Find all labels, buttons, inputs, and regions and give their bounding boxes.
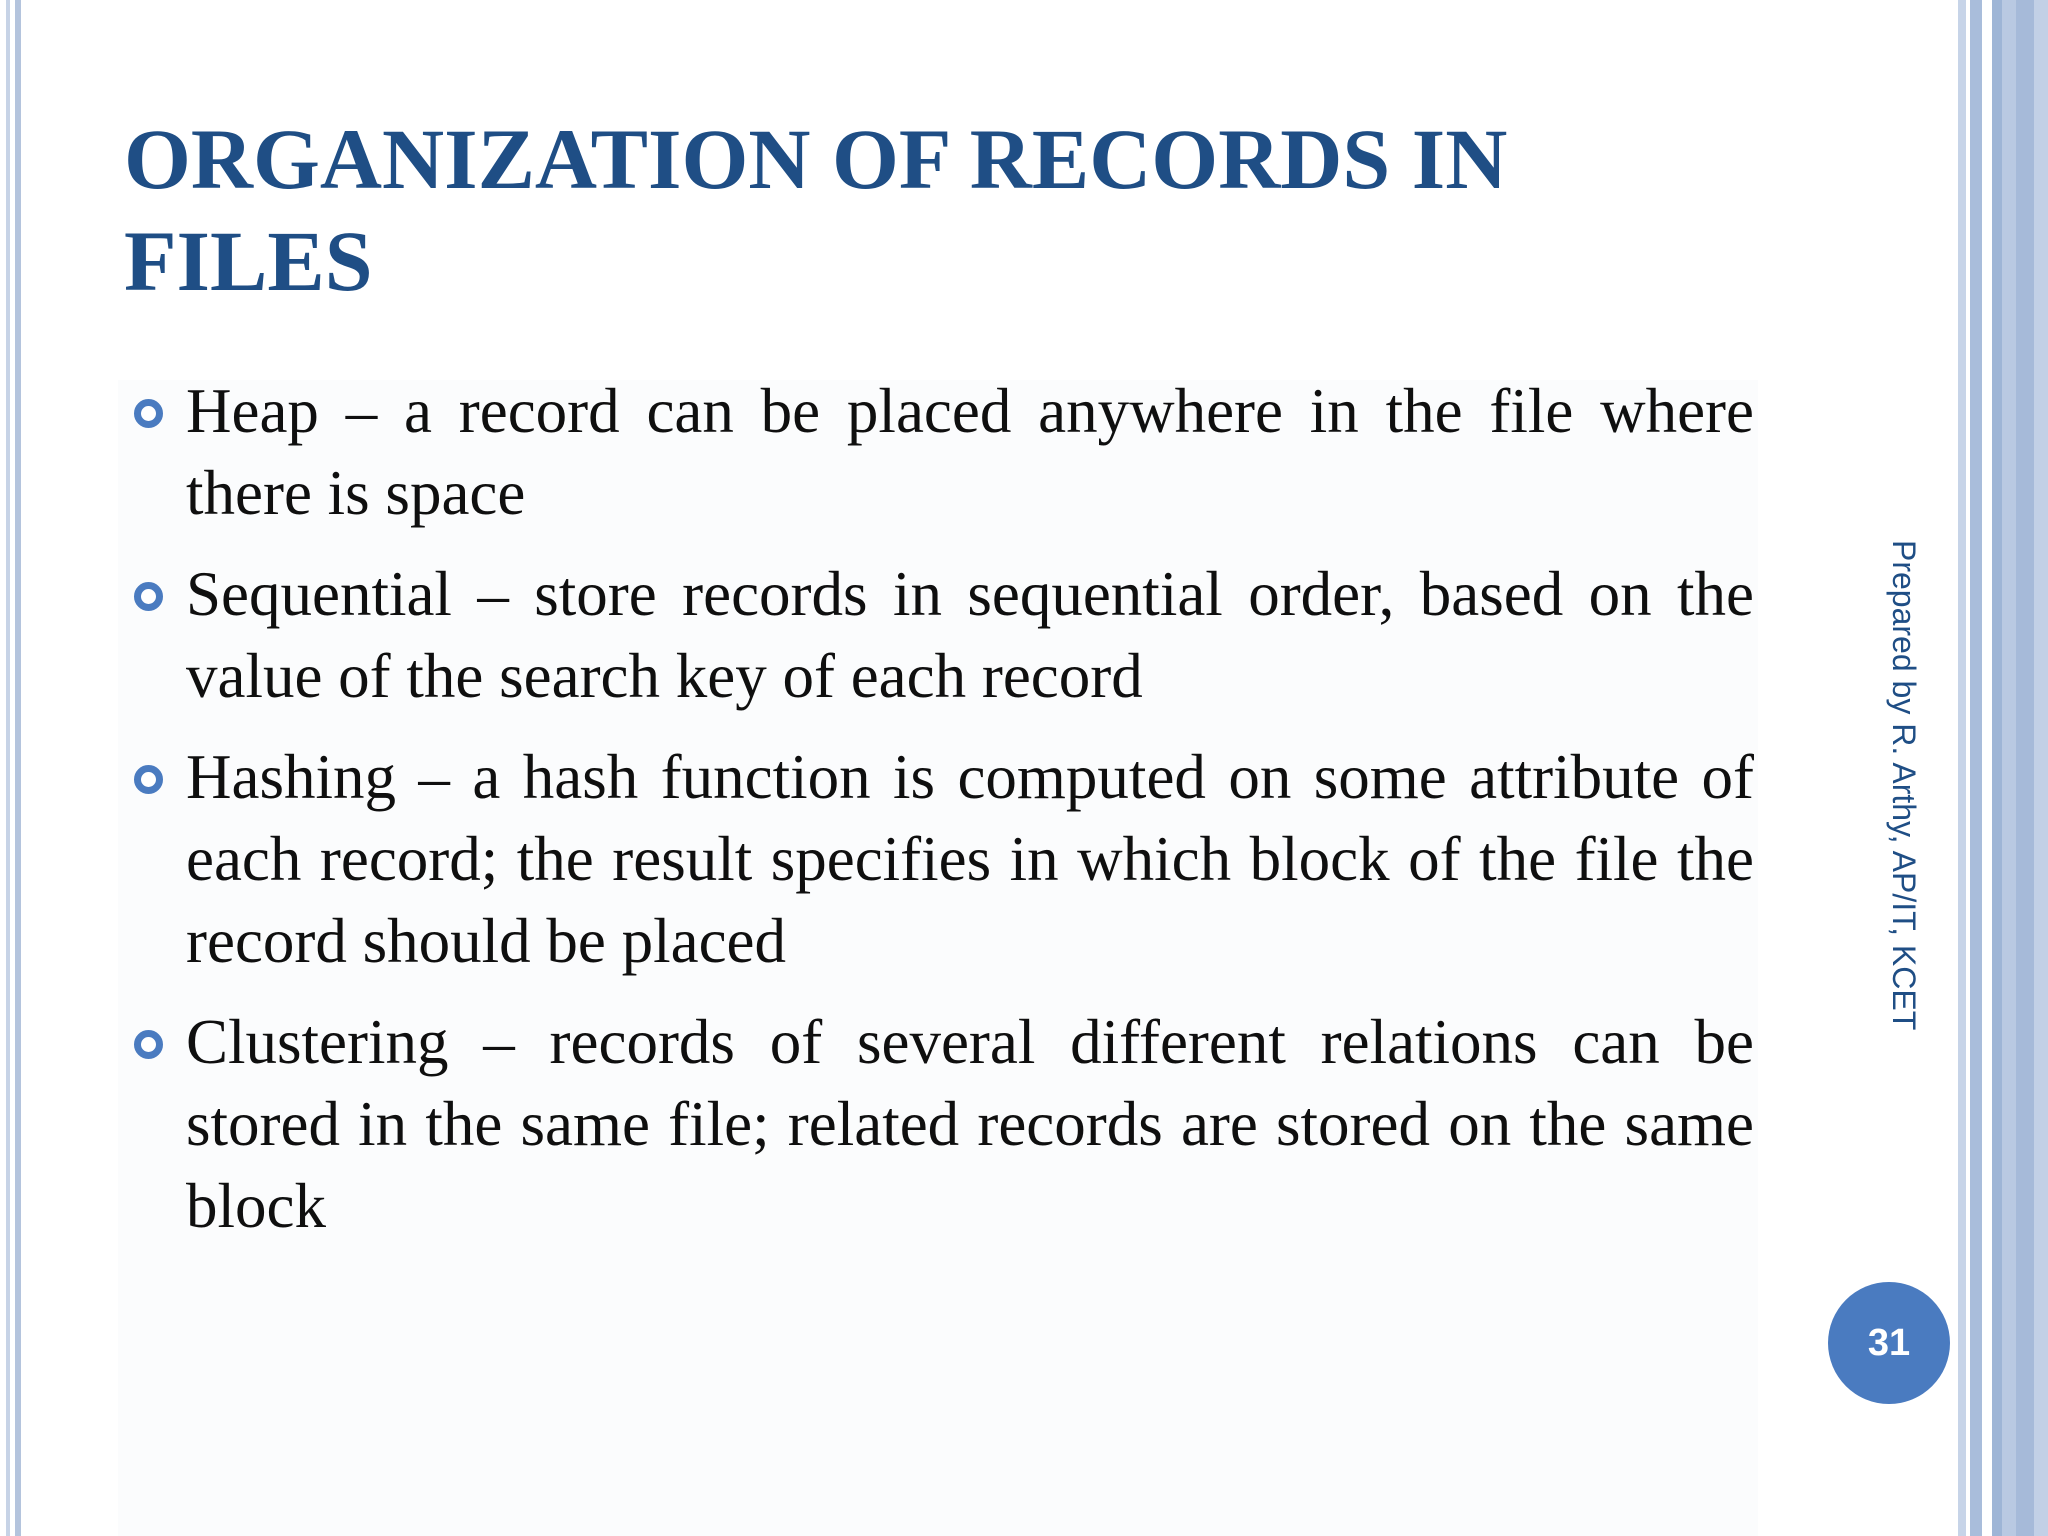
bullet-text: Heap – a record can be placed anywhere in the file where there is space [186,376,1754,528]
left-border-line [6,0,10,1536]
stripe [2002,0,2016,1536]
bullet-item [124,370,1754,534]
hollow-circle-bullet-icon [134,582,163,611]
stripe [2034,0,2048,1536]
right-decorative-stripes [1958,0,2048,1536]
page-number-badge [1828,1282,1950,1404]
page-number: 31 [1867,1321,1911,1364]
slide-title: ORGANIZATION OF RECORDS IN FILES [124,111,1508,309]
left-border-line [15,0,21,1536]
stripe [1958,0,1966,1536]
stripe [1992,0,2002,1536]
bullet-text: Hashing – a hash function is computed on some attribute of each record; the result specifies in which block of the file the record should be placed [186,742,1754,976]
side-credit-text: Prepared by R. Arthy, AP/IT, KCET [1886,540,1922,1031]
stripe [1970,0,1982,1536]
hollow-circle-bullet-icon [134,399,163,428]
stripe [1982,0,1992,1536]
stripe [2016,0,2034,1536]
hollow-circle-bullet-icon [134,1030,163,1059]
bullet-text: Clustering – records of several different relations can be stored in the same file; related records are stored on the same block [186,1007,1754,1241]
bullet-item [124,1001,1754,1247]
bullet-list [124,370,1754,1266]
bullet-item [124,553,1754,717]
bullet-text: Sequential – store records in sequential order, based on the value of the search key of each record [186,559,1754,711]
bullet-item [124,736,1754,982]
hollow-circle-bullet-icon [134,765,163,794]
